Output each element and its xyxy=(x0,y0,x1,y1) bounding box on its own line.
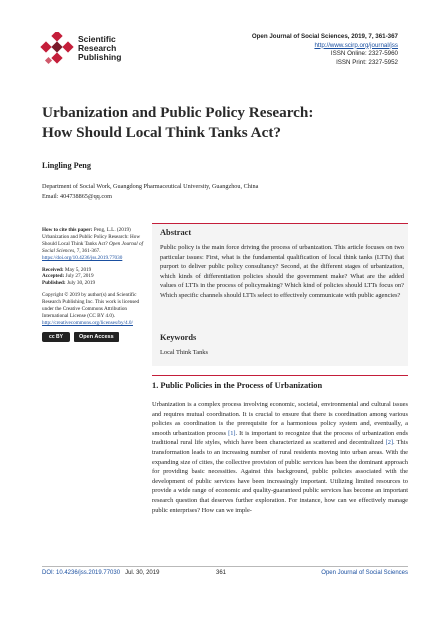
copyright-text: Copyright © 2019 by author(s) and Scientific Research Publishing Inc. This work is licensed under the Creative Commons Attribution International License (CC BY 4.0). xyxy=(42,292,140,319)
issn-online: ISSN Online: 2327-5960 xyxy=(330,50,398,58)
citation-link[interactable]: [1] xyxy=(228,429,236,437)
keywords-text: Local Think Tanks xyxy=(160,349,208,356)
cite-tail: , 7, 361-367. xyxy=(74,247,101,254)
citation-link[interactable]: [2] xyxy=(385,439,394,447)
scirp-logo-icon xyxy=(40,32,74,66)
received-label: Received: xyxy=(42,266,64,273)
dates xyxy=(42,267,152,288)
footer-date: Jul. 30, 2019 xyxy=(125,570,160,576)
publisher-line: Publishing xyxy=(78,52,122,62)
journal-citation: Open Journal of Social Sciences, 2019, 7, 361-367 xyxy=(251,33,398,40)
section-divider xyxy=(152,375,408,377)
abstract-text: Public policy is the main force driving the process of urbanization. This article focuses on two particular issues: First, what is the fundamental qualification of local think tanks (LTTs) that purport to deliver public policy consultancy? Second, at the different stages of urbanization, which kinds of differentiation policies should the government make? What are the added values of LTTs in the process of policymaking? Which kind of policies should LTTs focus on? Which specific channels should LTTs select to effectively communicate with public agencies? xyxy=(160,244,404,299)
license-badges xyxy=(42,332,152,342)
footer-divider xyxy=(42,566,408,567)
cite-text: Peng, L.L. (2019) Urbanization and Public Policy Research: How Should Local Think Tanks Act? xyxy=(42,227,141,247)
keywords-heading: Keywords xyxy=(160,333,197,342)
article-title xyxy=(42,103,402,143)
doi-link[interactable]: https://doi.org/10.4236/jss.2019.77030 xyxy=(42,254,123,261)
journal-url-link[interactable]: http://www.scirp.org/journal/jss xyxy=(314,41,398,49)
affiliation-block xyxy=(42,182,402,202)
cite-journal: Open Journal of Social Sciences xyxy=(42,240,144,254)
received-date: May 5, 2019 xyxy=(64,266,92,273)
publisher-line: Research xyxy=(78,43,117,53)
published-date: July 30, 2019 xyxy=(66,280,96,287)
open-access-badge[interactable]: Open Access xyxy=(74,332,119,342)
author-name: Lingling Peng xyxy=(42,161,91,170)
abstract-heading: Abstract xyxy=(160,228,192,237)
section-body xyxy=(152,400,408,515)
accepted-label: Accepted: xyxy=(42,273,65,280)
copyright xyxy=(42,292,152,327)
footer-journal: Open Journal of Social Sciences xyxy=(321,570,408,576)
how-to-cite xyxy=(42,227,152,262)
published-label: Published: xyxy=(42,280,66,287)
body-text: . This transformation leads to an increasing number of rural residents moving into urban areas. With the expanding size of cities, the collective provision of public services has been the dominant approach for providing basic necessities. Against this background, public policies associated with the development of public services have been increasingly important. Utilizing limited resources to provide a wide range of economic and quality-guaranteed public services has become an important research question that deserves further exploration. For instance, how can we effectively manage public enterprises? How can we imple- xyxy=(152,439,408,514)
publisher-line: Scientific xyxy=(78,34,116,44)
section-heading: 1. Public Policies in the Process of Urbanization xyxy=(152,381,323,390)
author-email: Email: 404738865@qq.com xyxy=(42,193,112,200)
cc-by-icon[interactable]: cc BY xyxy=(42,332,70,342)
title-line: How Should Local Think Tanks Act? xyxy=(42,124,282,141)
publisher-name xyxy=(78,35,121,62)
license-link[interactable]: http://creativecommons.org/licenses/by/4.0/ xyxy=(42,319,133,326)
cite-label: How to cite this paper: xyxy=(42,227,93,233)
page-number: 361 xyxy=(216,570,227,576)
body-text: . It is important to recognize that the process of urbanization ends traditional rural life styles, which have been characterized as scattered and decentralized xyxy=(152,429,409,447)
affiliation: Department of Social Work, Guangdong Pharmaceutical University, Guangzhou, China xyxy=(42,183,259,190)
footer-doi xyxy=(42,570,159,576)
body-text: Urbanization is a complex process involving economic, societal, environmental and cultural issues and requires mutual coordination. It is crucial to ensure that there is coordination among various policies as coordination is the prerequisite for a harmonious policy system and, eventually, a smooth urbanization process xyxy=(152,401,408,437)
issn-print: ISSN Print: 2327-5952 xyxy=(336,58,398,66)
citation-sidebar xyxy=(42,227,152,342)
footer-doi-text[interactable]: DOI: 10.4236/jss.2019.77030 xyxy=(42,570,121,576)
journal-info xyxy=(252,33,398,67)
accepted-date: July 27, 2019 xyxy=(65,273,94,280)
title-line: Urbanization and Public Policy Research: xyxy=(42,104,314,121)
